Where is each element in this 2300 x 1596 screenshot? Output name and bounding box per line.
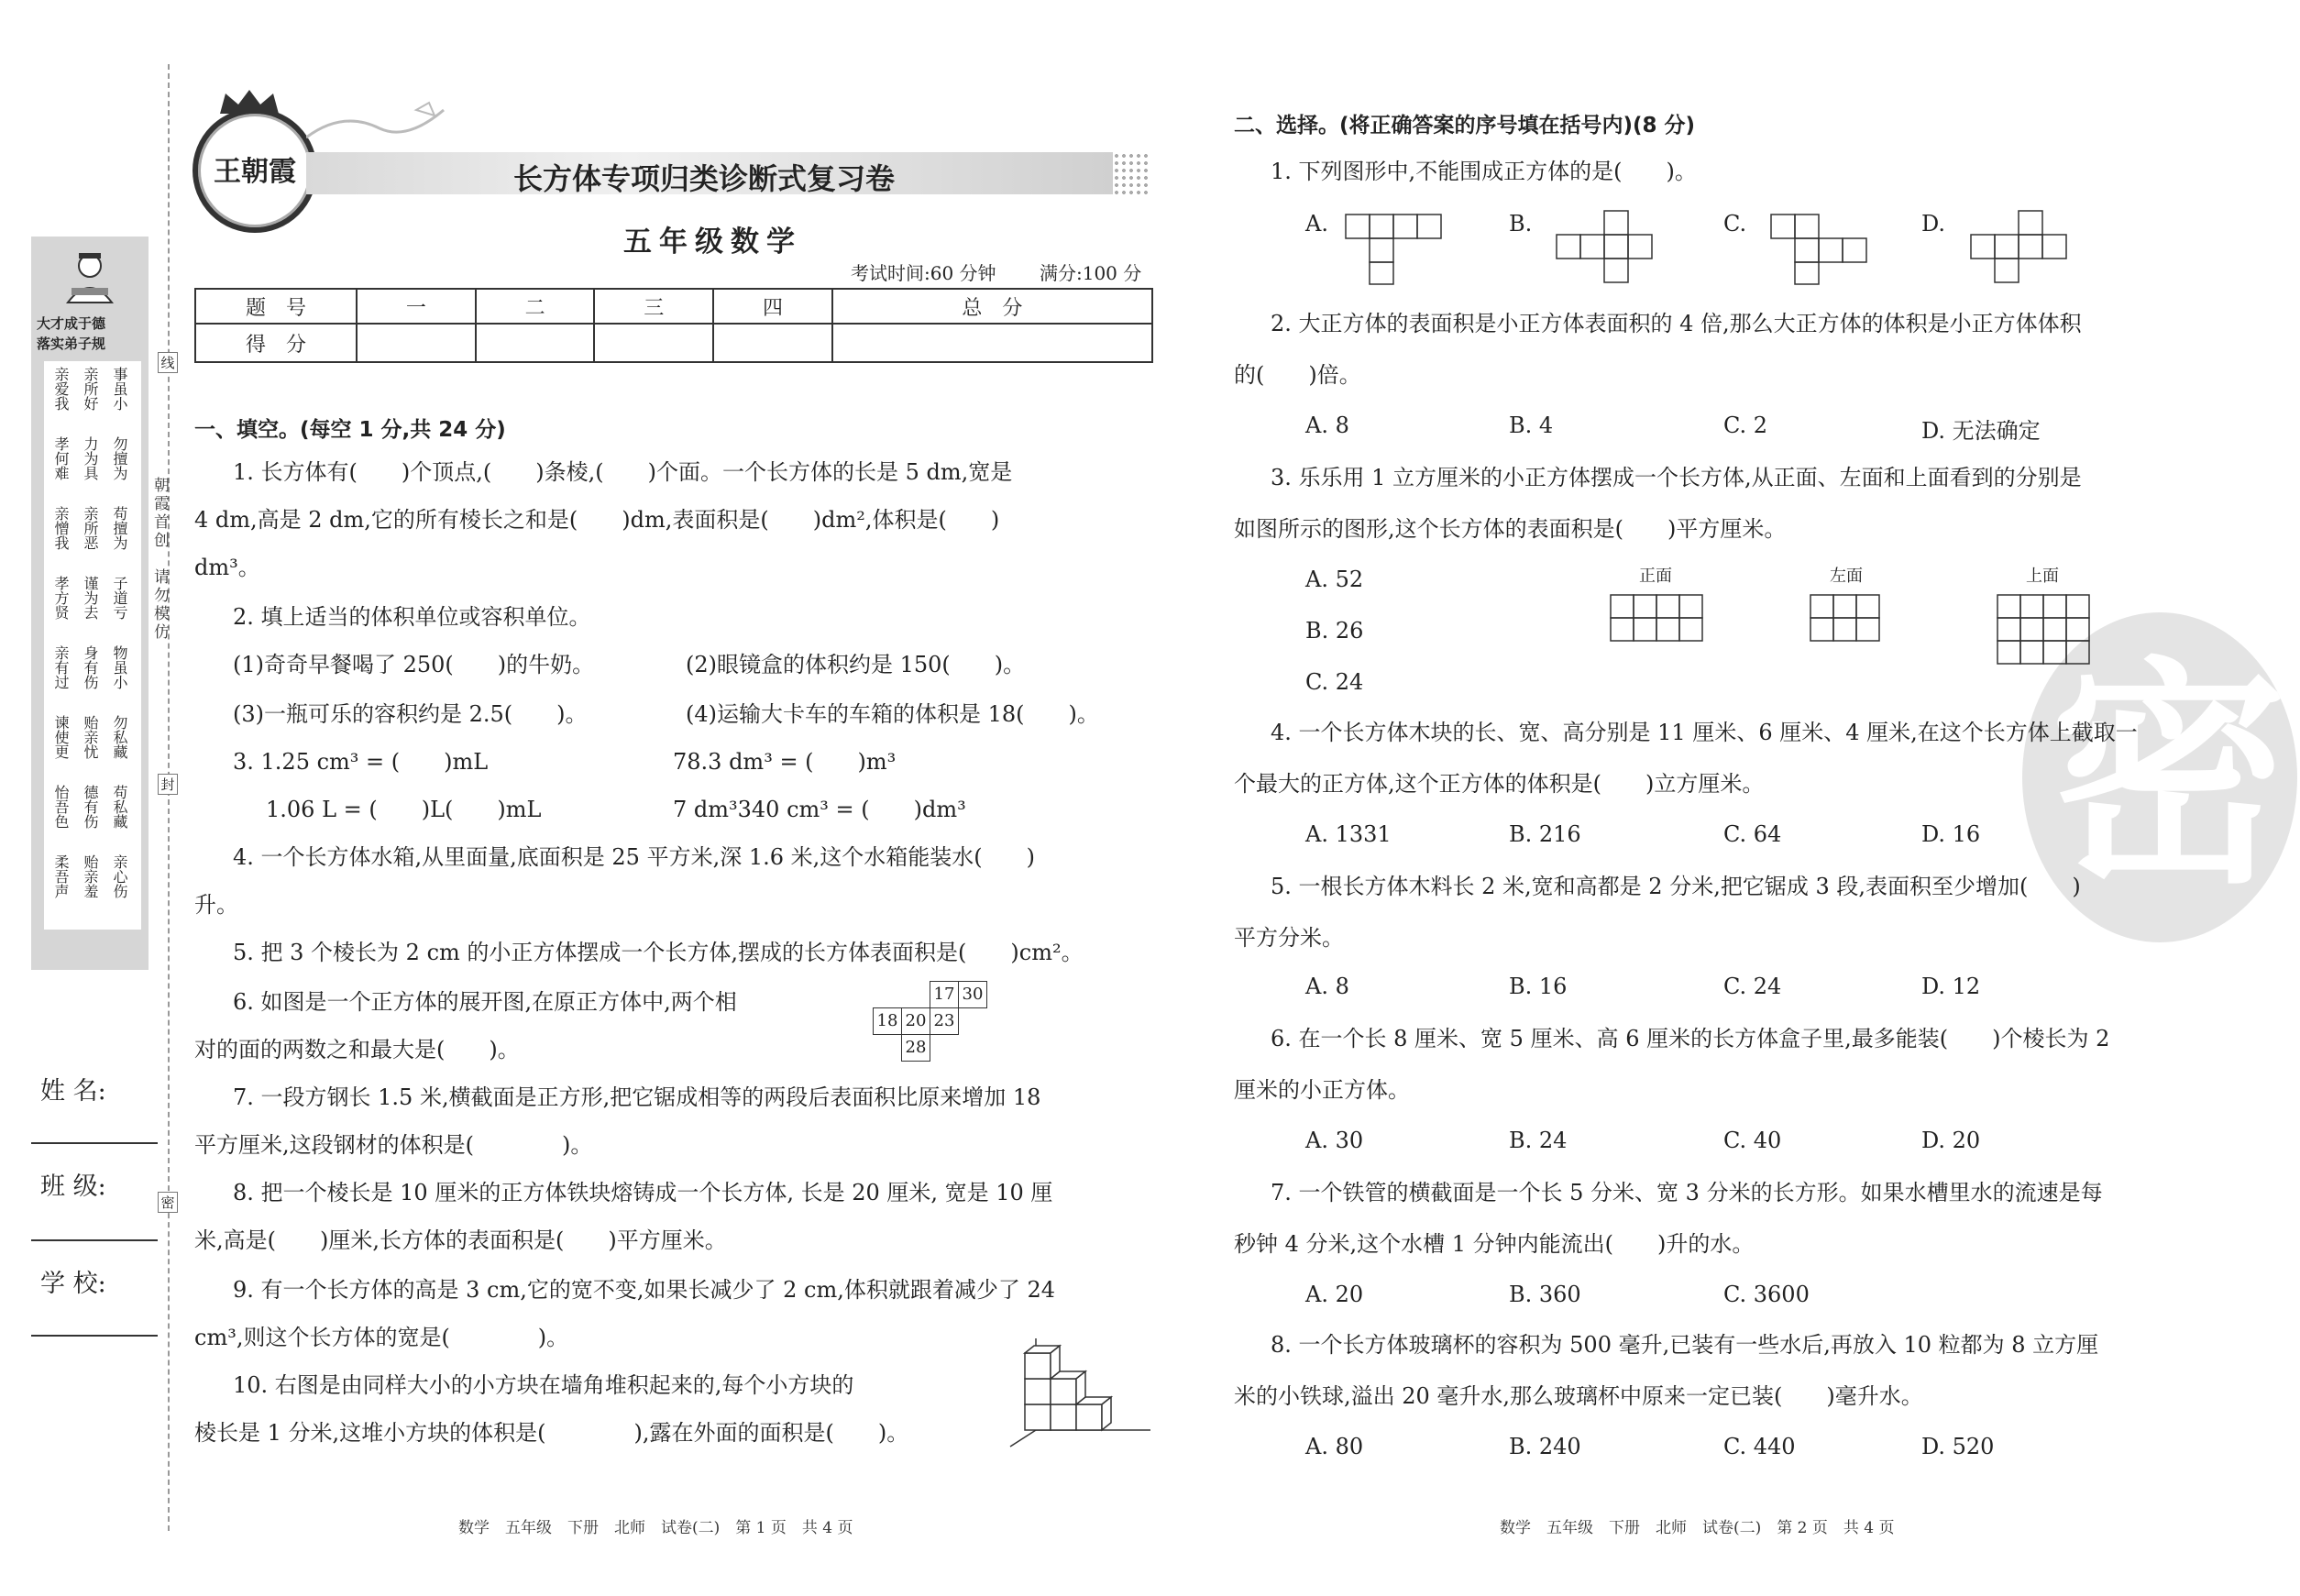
r-q7-opt: C. 3600: [1723, 1282, 1810, 1307]
motto-column: 苟私藏: [111, 785, 128, 829]
seal-label-mi: 密: [158, 1192, 178, 1213]
net-option-b: [1555, 209, 1656, 290]
exam-title: 长方体专项归类诊断式复习卷: [513, 161, 896, 196]
r-q5-opt: C. 24: [1723, 974, 1782, 999]
exam-time: 考试时间:60 分钟: [851, 262, 996, 284]
motto-column: 谨为去: [82, 576, 99, 620]
r-q3-opt: C. 24: [1305, 669, 1364, 695]
sidebar-motto-panel: [31, 237, 149, 970]
q9-line2: cm³,则这个长方体的宽是( )。: [194, 1325, 569, 1350]
r-q5-opt: A. 8: [1305, 974, 1349, 999]
section1-title: 一、填空。(每空 1 分,共 24 分): [194, 418, 506, 442]
r-q1-opt-b: B.: [1509, 211, 1533, 237]
q3-item1: 3. 1.25 cm³ = ( )mL: [233, 749, 489, 775]
front-view-grid: [1610, 594, 1705, 647]
r-q8-opt: B. 240: [1509, 1434, 1581, 1459]
motto-column: 亲有过: [52, 645, 70, 689]
net-option-a: [1344, 213, 1445, 290]
motto-column: 贻亲忧: [82, 715, 99, 759]
r-q6-opt: A. 30: [1305, 1128, 1364, 1153]
motto-column: 亲所好: [82, 367, 99, 411]
school-field[interactable]: [31, 1335, 158, 1337]
score-input[interactable]: [357, 324, 476, 362]
q1-line3: dm³。: [194, 555, 260, 580]
crown-icon: [216, 88, 282, 119]
q8-line2: 米,高是( )厘米,长方体的表面积是( )平方厘米。: [194, 1227, 727, 1253]
r-q7-line1: 7. 一个铁管的横截面是一个长 5 分米、宽 3 分米的长方形。如果水槽里水的流速是每: [1271, 1180, 2103, 1205]
score-input[interactable]: [476, 324, 595, 362]
score-cell: 一: [357, 289, 476, 324]
r-q7-opt: B. 360: [1509, 1282, 1581, 1307]
score-cell: 得 分: [195, 324, 357, 362]
q3-item3: 1.06 L = ( )L( )mL: [266, 797, 542, 822]
motto-column: 事虽小: [111, 367, 128, 411]
copyright-note: 朝霞首创 请勿模仿: [150, 477, 169, 642]
net-cell: 20: [901, 1007, 930, 1035]
score-cell: 题 号: [195, 289, 357, 324]
title-band-dots: [1113, 152, 1150, 194]
stacked-cubes-figure: [1008, 1329, 1155, 1452]
r-q1-opt-c: C.: [1723, 211, 1747, 237]
section2-title: 二、选择。(将正确答案的序号填在括号内)(8 分): [1234, 114, 1696, 138]
r-q2-opt: A. 8: [1305, 413, 1349, 438]
q7-line2: 平方厘米,这段钢材的体积是( )。: [194, 1132, 593, 1158]
view-label-left: 左面: [1830, 567, 1863, 586]
r-q4-line2: 个最大的正方体,这个正方体的体积是( )立方厘米。: [1234, 771, 1765, 797]
q2-item2: (2)眼镜盒的体积约是 150( )。: [686, 652, 1026, 677]
score-cell: 三: [594, 289, 713, 324]
r-q3-line1: 3. 乐乐用 1 立方厘米的小正方体摆成一个长方体,从正面、左面和上面看到的分别是: [1271, 465, 2082, 490]
net-cell: 30: [958, 981, 987, 1008]
r-q1-opt-d: D.: [1921, 211, 1946, 237]
motto-column: 亲心伤: [111, 854, 128, 898]
score-cell: 四: [713, 289, 832, 324]
r-q2-line2: 的( )倍。: [1234, 362, 1361, 388]
q2-item1: (1)奇奇早餐喝了 250( )的牛奶。: [233, 652, 595, 677]
seal-label-xian: 线: [158, 352, 178, 373]
r-q6-opt: B. 24: [1509, 1128, 1568, 1153]
r-q2-line1: 2. 大正方体的表面积是小正方体表面积的 4 倍,那么大正方体的体积是小正方体体积: [1271, 311, 2082, 336]
motto-column: 亲所恶: [82, 506, 99, 550]
r-q1-text: 1. 下列图形中,不能围成正方体的是( )。: [1271, 159, 1697, 184]
binding-line: [168, 64, 170, 1531]
r-q2-opt: D. 无法确定: [1921, 418, 2041, 444]
motto-column: 贻亲羞: [82, 854, 99, 898]
q3-item4: 7 dm³340 cm³ = ( )dm³: [673, 797, 966, 822]
q8-line1: 8. 把一个棱长是 10 厘米的正方体铁块熔铸成一个长方体, 长是 20 厘米, 宽是 10 厘: [233, 1180, 1053, 1205]
score-table-score-row: [195, 324, 1152, 362]
q9-line1: 9. 有一个长方体的高是 3 cm,它的宽不变,如果长减少了 2 cm,体积就跟着减少了 24: [233, 1277, 1056, 1303]
q2-text: 2. 填上适当的体积单位或容积单位。: [233, 604, 591, 630]
seal-label-feng: 封: [158, 774, 178, 795]
motto-column: 德有伤: [82, 785, 99, 829]
score-cell: 二: [476, 289, 595, 324]
r-q4-opt: B. 216: [1509, 821, 1581, 847]
name-label: 姓 名:: [40, 1077, 106, 1106]
r-q8-opt: C. 440: [1723, 1434, 1796, 1459]
motto-column: 物虽小: [111, 645, 128, 689]
q1-line2: 4 dm,高是 2 dm,它的所有棱长之和是( )dm,表面积是( )dm²,体积是( ): [194, 507, 1000, 533]
q2-item3: (3)一瓶可乐的容积约是 2.5( )。: [233, 701, 588, 727]
net-option-c: [1769, 213, 1870, 290]
top-view-grid: [1997, 594, 2092, 671]
r-q5-opt: B. 16: [1509, 974, 1568, 999]
r-q4-opt: C. 64: [1723, 821, 1782, 847]
r-q4-opt: D. 16: [1921, 821, 1981, 847]
motto-column: 孝方贤: [52, 576, 70, 620]
motto-line-1: 大才成于德: [37, 315, 106, 332]
name-field[interactable]: [31, 1142, 158, 1144]
view-label-front: 正面: [1639, 567, 1672, 586]
q6-line2: 对的面的两数之和最大是( )。: [194, 1037, 520, 1062]
left-view-grid: [1810, 594, 1883, 647]
net-cell: 23: [930, 1007, 959, 1035]
r-q4-line1: 4. 一个长方体木块的长、宽、高分别是 11 厘米、6 厘米、4 厘米,在这个长方体上截取一: [1271, 720, 2138, 745]
net-cell: 28: [901, 1034, 930, 1062]
net-cell: 17: [930, 981, 959, 1008]
r-q7-opt: A. 20: [1305, 1282, 1364, 1307]
q4-line2: 升。: [194, 892, 238, 918]
r-q6-line1: 6. 在一个长 8 厘米、宽 5 厘米、高 6 厘米的长方体盒子里,最多能装( )个棱长为 2: [1271, 1026, 2110, 1051]
r-q5-line1: 5. 一根长方体木料长 2 米,宽和高都是 2 分米,把它锯成 3 段,表面积至少增加( ): [1271, 874, 2081, 899]
brand-logo-text: 王朝霞: [214, 156, 296, 188]
r-q5-opt: D. 12: [1921, 974, 1981, 999]
school-label: 学 校:: [40, 1270, 106, 1298]
q5-text: 5. 把 3 个棱长为 2 cm 的小正方体摆成一个长方体,摆成的长方体表面积是( )cm²。: [233, 940, 1084, 965]
motto-column: 身有伤: [82, 645, 99, 689]
r-q4-opt: A. 1331: [1305, 821, 1392, 847]
r-q7-line2: 秒钟 4 分米,这个水槽 1 分钟内能流出( )升的水。: [1234, 1231, 1755, 1257]
view-label-top: 上面: [2026, 567, 2059, 586]
score-table-header-row: [195, 289, 1152, 324]
r-q8-line1: 8. 一个长方体玻璃杯的容积为 500 毫升,已装有一些水后,再放入 10 粒都为 8 立方厘: [1271, 1332, 2099, 1358]
exam-subtitle: 五年级数学: [623, 226, 802, 259]
q10-line2: 棱长是 1 分米,这堆小方块的体积是( ),露在外面的面积是( )。: [194, 1420, 909, 1446]
score-input[interactable]: [594, 324, 713, 362]
motto-column: 子道亏: [111, 576, 128, 620]
motto-column: 谏使更: [52, 715, 70, 759]
net-cell: 18: [873, 1007, 902, 1035]
q1-line1: 1. 长方体有( )个顶点,( )条棱,( )个面。一个长方体的长是 5 dm,宽是: [233, 459, 1013, 485]
motto-column: 怡吾色: [52, 785, 70, 829]
left-footer: 数学 五年级 下册 北师 试卷(二) 第 1 页 共 4 页: [458, 1519, 853, 1537]
motto-column: 勿擅为: [111, 436, 128, 480]
r-q6-opt: C. 40: [1723, 1128, 1782, 1153]
motto-column: 亲憎我: [52, 506, 70, 550]
motto-column: 柔吾声: [52, 854, 70, 898]
q10-line1: 10. 右图是由同样大小的小方块在墙角堆积起来的,每个小方块的: [233, 1372, 854, 1398]
r-q8-opt: D. 520: [1921, 1434, 1995, 1459]
r-q2-opt: C. 2: [1723, 413, 1768, 438]
r-q2-opt: B. 4: [1509, 413, 1554, 438]
class-field[interactable]: [31, 1239, 158, 1241]
motto-column: 亲爱我: [52, 367, 70, 411]
r-q6-opt: D. 20: [1921, 1128, 1981, 1153]
score-table: [194, 288, 1153, 363]
class-label: 班 级:: [40, 1172, 106, 1201]
watermark-text: 密: [2050, 639, 2288, 916]
r-q3-line2: 如图所示的图形,这个长方体的表面积是( )平方厘米。: [1234, 516, 1787, 542]
score-input[interactable]: [832, 324, 1152, 362]
motto-line-2: 落实弟子规: [37, 336, 106, 352]
r-q1-opt-a: A.: [1305, 211, 1328, 237]
r-q5-line2: 平方分米。: [1234, 925, 1344, 951]
motto-column: 力为具: [82, 436, 99, 480]
r-q8-opt: A. 80: [1305, 1434, 1364, 1459]
r-q8-line2: 米的小铁球,溢出 20 毫升水,那么玻璃杯中原来一定已装( )毫升水。: [1234, 1383, 1923, 1409]
q2-item4: (4)运输大卡车的车箱的体积是 18( )。: [686, 701, 1099, 727]
score-input[interactable]: [713, 324, 832, 362]
score-cell: 总 分: [832, 289, 1152, 324]
right-footer: 数学 五年级 下册 北师 试卷(二) 第 2 页 共 4 页: [1500, 1519, 1895, 1537]
q3-item2: 78.3 dm³ = ( )m³: [673, 749, 897, 775]
net-option-d: [1969, 209, 2070, 290]
scholar-illustration: [55, 248, 125, 306]
q4-line1: 4. 一个长方体水箱,从里面量,底面积是 25 平方米,深 1.6 米,这个水箱能装水( ): [233, 844, 1035, 870]
q6-line1: 6. 如图是一个正方体的展开图,在原正方体中,两个相: [233, 989, 737, 1015]
q7-line1: 7. 一段方钢长 1.5 米,横截面是正方形,把它锯成相等的两段后表面积比原来增加 18: [233, 1084, 1041, 1110]
ribbon-decoration: [306, 101, 453, 160]
r-q3-opt: B. 26: [1305, 618, 1364, 644]
motto-column: 苟擅为: [111, 506, 128, 550]
motto-column: 孝何难: [52, 436, 70, 480]
full-score: 满分:100 分: [1040, 262, 1142, 284]
motto-column: 勿私藏: [111, 715, 128, 759]
brand-logo: [193, 108, 317, 233]
motto-columns: [44, 361, 141, 930]
r-q6-line2: 厘米的小正方体。: [1234, 1077, 1410, 1103]
r-q3-opt: A. 52: [1305, 567, 1364, 592]
